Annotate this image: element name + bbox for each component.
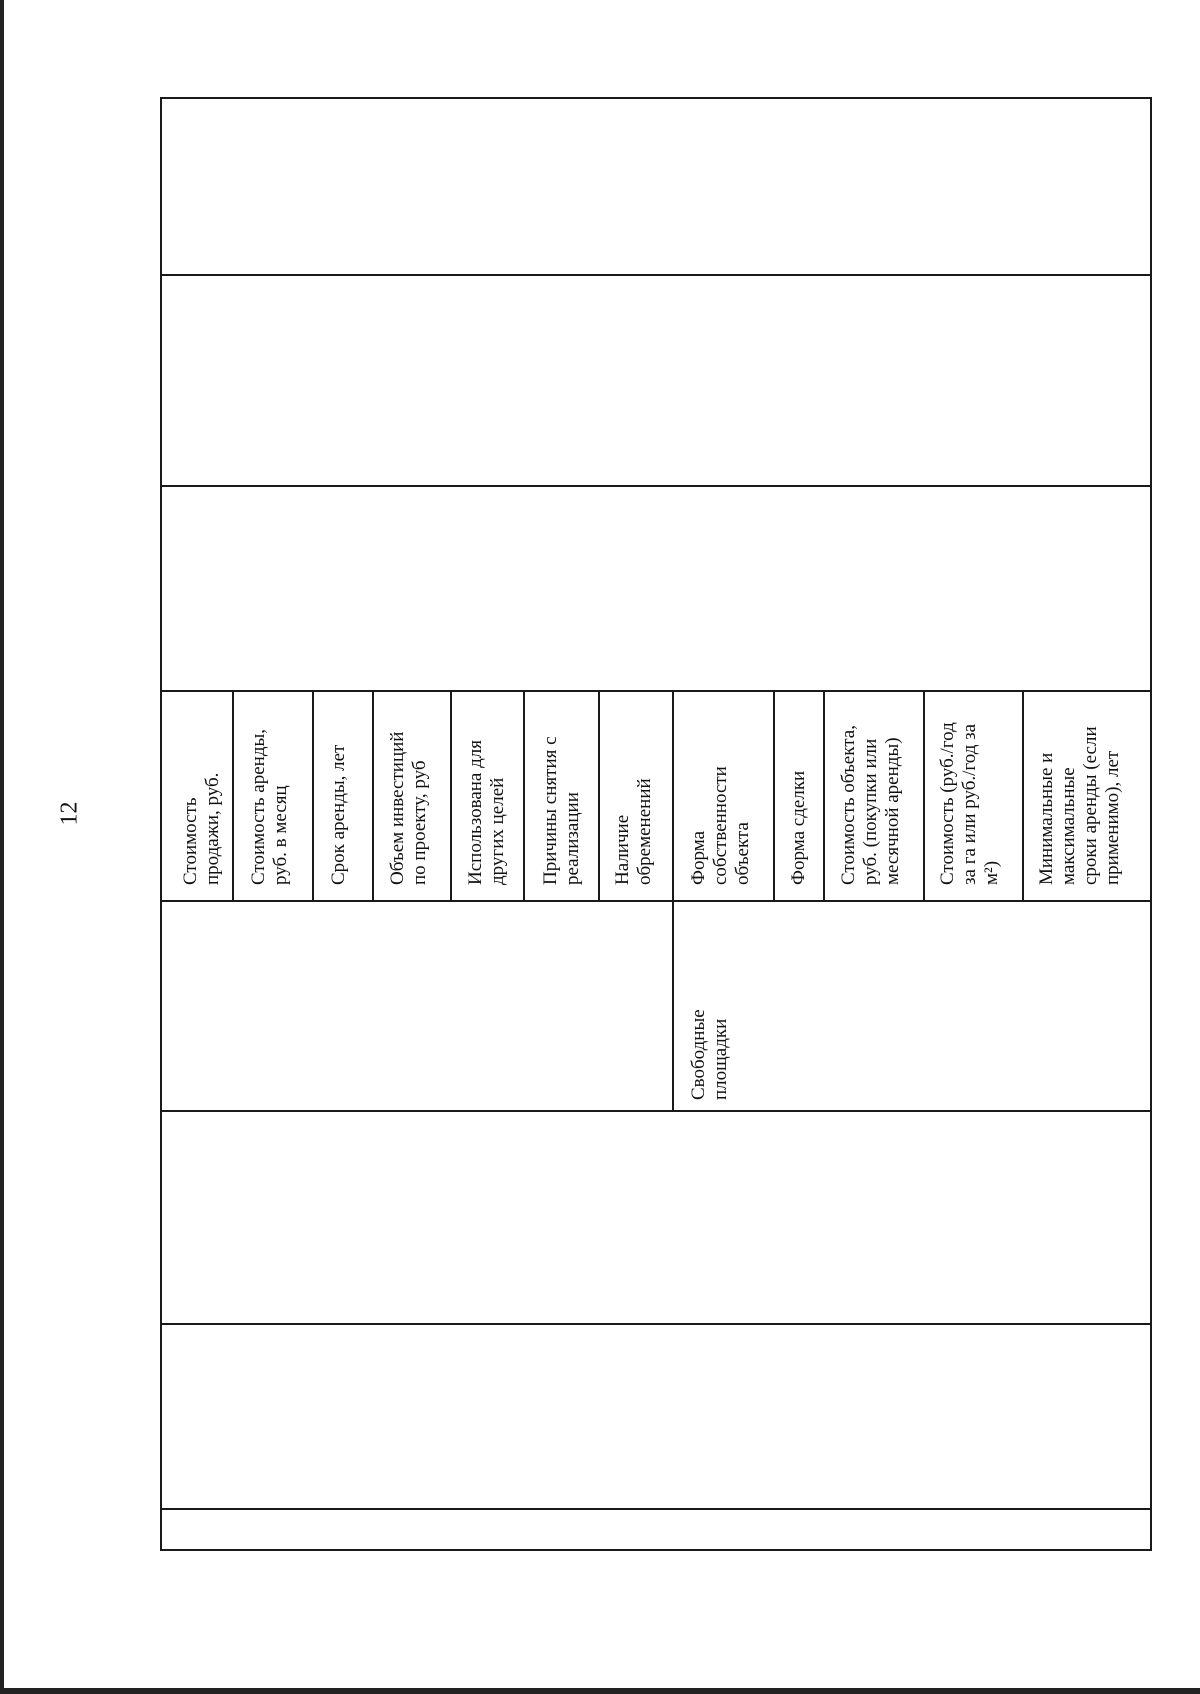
table-border-left xyxy=(160,97,162,1551)
field-separator xyxy=(450,690,452,900)
column-divider xyxy=(160,1323,1152,1325)
field-other-use: Использована для других целей xyxy=(465,739,508,885)
page-number: 12 xyxy=(56,801,83,826)
field-object-cost: Стоимость объекта, руб. (покупки или месячной аренды) xyxy=(838,725,903,885)
field-separator xyxy=(1022,690,1024,900)
group-separator xyxy=(672,690,674,1110)
table-border-top xyxy=(160,97,1152,99)
field-cost-per-area: Стоимость (руб./год за га или руб./год за м²) xyxy=(937,722,1002,885)
field-separator xyxy=(773,690,775,900)
field-separator xyxy=(372,690,374,900)
field-separator xyxy=(923,690,925,900)
column-divider xyxy=(160,1110,1152,1112)
field-removal-reasons: Причины снятия с реализации xyxy=(540,736,583,885)
column-divider xyxy=(160,1508,1152,1510)
fields-band-divider xyxy=(160,900,1152,902)
field-separator xyxy=(232,690,234,900)
table-border-right xyxy=(1150,97,1152,1551)
column-divider xyxy=(160,690,1152,692)
field-separator xyxy=(823,690,825,900)
field-deal-form: Форма сделки xyxy=(788,770,809,885)
field-encumbrances: Наличие обременений xyxy=(612,778,655,885)
scan-edge-left xyxy=(0,0,4,1694)
group-label-free-sites: Свободные площадки xyxy=(688,1009,731,1100)
field-separator xyxy=(523,690,525,900)
field-ownership-form: Форма собственности объекта xyxy=(688,766,753,885)
field-rent-price: Стоимость аренды, руб. в месяц xyxy=(248,728,291,885)
field-min-max-rent-term: Минимальные и максимальные сроки аренды (если применимо), лет xyxy=(1036,726,1123,885)
field-separator xyxy=(598,690,600,900)
field-sale-price: Стоимость продажи, руб. xyxy=(180,772,223,885)
column-divider xyxy=(160,274,1152,276)
table-border-bottom xyxy=(160,1549,1152,1551)
scan-edge-bottom xyxy=(0,1688,1200,1694)
field-separator xyxy=(312,690,314,900)
field-rent-term: Срок аренды, лет xyxy=(328,744,349,885)
column-divider xyxy=(160,485,1152,487)
field-investment: Объем инвестиций по проекту, руб xyxy=(387,731,430,885)
